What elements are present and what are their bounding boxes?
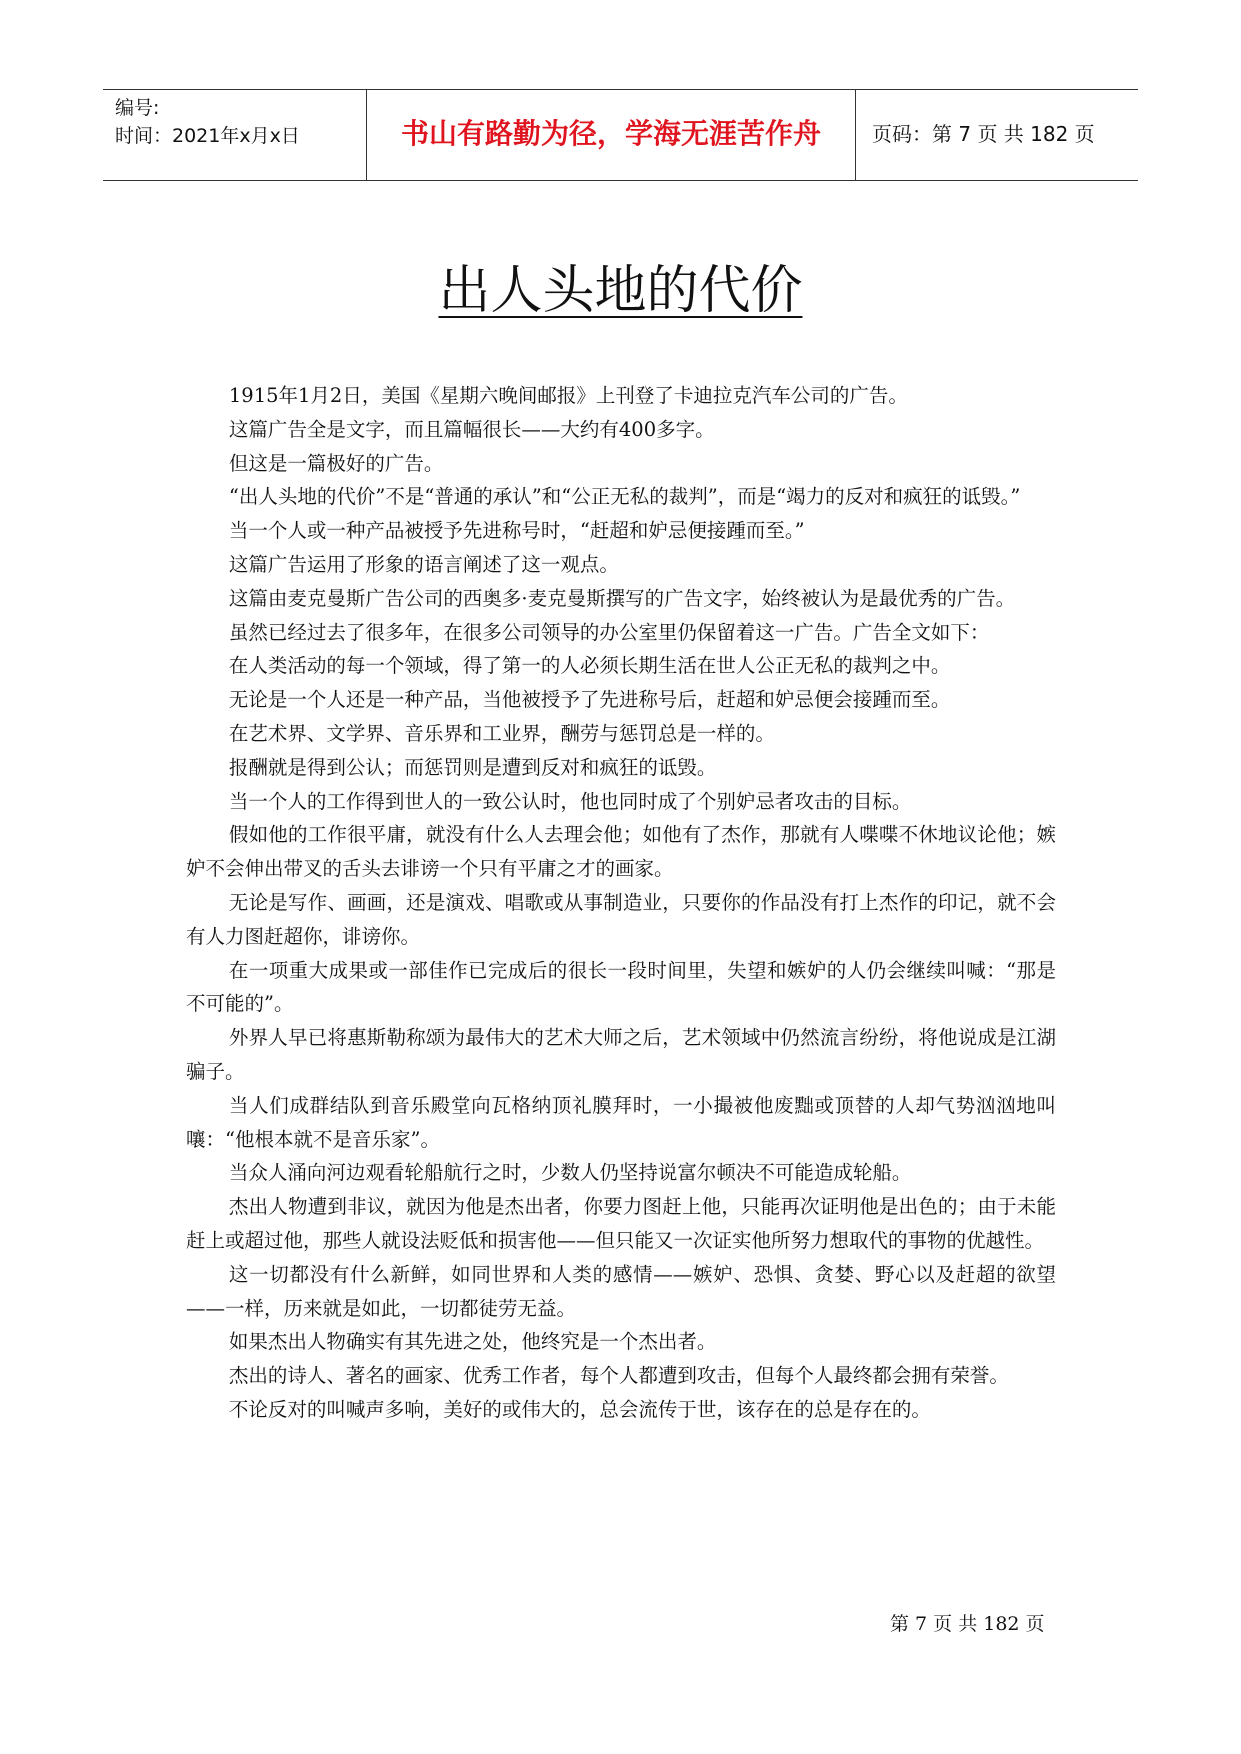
paragraph: 这篇广告全是文字，而且篇幅很长——大约有400多字。	[228, 417, 715, 441]
time-label: 时间：2021年x月x日	[115, 125, 300, 147]
paragraph: 在人类活动的每一个领域，得了第一的人必须长期生活在世人公正无私的裁判之中。	[228, 654, 951, 678]
paragraph: 当人们成群结队到音乐殿堂向瓦格纳顶礼膜拜时，一小撮被他废黜或顶替的人却气势汹汹地叫嚷：“他根本就不是音乐家”。	[186, 1093, 1056, 1151]
paragraph: 杰出的诗人、著名的画家、优秀工作者，每个人都遭到攻击，但每个人最终都会拥有荣誉。	[228, 1364, 1009, 1388]
paragraph: 1915年1月2日，美国《星期六晚间邮报》上刊登了卡迪拉克汽车公司的广告。	[228, 384, 908, 407]
header-meta	[103, 90, 367, 180]
paragraph: 在一项重大成果或一部佳作已完成后的很长一段时间里，失望和嫉妒的人仍会继续叫喊：“那是不可能的”。	[186, 958, 1056, 1016]
paragraph: 当众人涌向河边观看轮船航行之时，少数人仍坚持说富尔顿决不可能造成轮船。	[228, 1161, 912, 1185]
paragraph: 这篇广告运用了形象的语言阐述了这一观点。	[228, 552, 619, 576]
paragraph: 杰出人物遭到非议，就因为他是杰出者，你要力图赶上他，只能再次证明他是出色的；由于未能赶上或超过他，那些人就设法贬低和损害他——但只能又一次证实他所努力想取代的事物的优越性。	[186, 1195, 1056, 1252]
paragraph: 假如他的工作很平庸，就没有什么人去理会他；如他有了杰作，那就有人喋喋不休地议论他；嫉妒不会伸出带叉的舌头去诽谤一个只有平庸之才的画家。	[186, 823, 1056, 881]
article-body	[186, 379, 1056, 1427]
paragraph: 如果杰出人物确实有其先进之处，他终究是一个杰出者。	[228, 1330, 717, 1354]
paragraph: 报酬就是得到公认；而惩罚则是遭到反对和疯狂的诋毁。	[228, 755, 717, 779]
document-title: 出人头地的代价	[438, 261, 803, 321]
page-header	[103, 89, 1138, 181]
header-page-info: 页码：第 7 页 共 182 页	[872, 121, 1095, 146]
paragraph: 无论是一个人还是一种产品，当他被授予了先进称号后，赶超和妒忌便会接踵而至。	[228, 688, 951, 712]
page-footer: 第 7 页 共 182 页	[890, 1613, 1045, 1635]
paragraph: 外界人早已将惠斯勒称颂为最伟大的艺术大师之后，艺术领域中仍然流言纷纷，将他说成是江湖骗子。	[186, 1026, 1056, 1083]
paragraph: 这篇由麦克曼斯广告公司的西奥多·麦克曼斯撰写的广告文字，始终被认为是最优秀的广告。	[228, 586, 1016, 610]
paragraph: 当一个人或一种产品被授予先进称号时，“赶超和妒忌便接踵而至。”	[228, 519, 805, 543]
number-label: 编号:	[115, 97, 160, 119]
paragraph: 虽然已经过去了很多年，在很多公司领导的办公室里仍保留着这一广告。广告全文如下：	[228, 620, 990, 644]
document-title-wrapper	[0, 258, 1241, 324]
paragraph: 在艺术界、文学界、音乐界和工业界，酬劳与惩罚总是一样的。	[228, 721, 775, 745]
paragraph: 但这是一篇极好的广告。	[228, 451, 444, 475]
paragraph: 这一切都没有什么新鲜，如同世界和人类的感情——嫉妒、恐惧、贪婪、野心以及赶超的欲望——一样，历来就是如此，一切都徒劳无益。	[186, 1262, 1056, 1320]
paragraph: 当一个人的工作得到世人的一致公认时，他也同时成了个别妒忌者攻击的目标。	[228, 789, 912, 813]
paragraph: 不论反对的叫喊声多响，美好的或伟大的，总会流传于世，该存在的总是存在的。	[228, 1397, 931, 1421]
paragraph: “出人头地的代价”不是“普通的承认”和“公正无私的裁判”，而是“竭力的反对和疯狂的诋毁。”	[228, 485, 1021, 509]
header-motto: 书山有路勤为径，学海无涯苦作舟	[367, 90, 856, 180]
paragraph: 无论是写作、画画，还是演戏、唱歌或从事制造业，只要你的作品没有打上杰作的印记，就不会有人力图赶超你，诽谤你。	[186, 890, 1056, 948]
